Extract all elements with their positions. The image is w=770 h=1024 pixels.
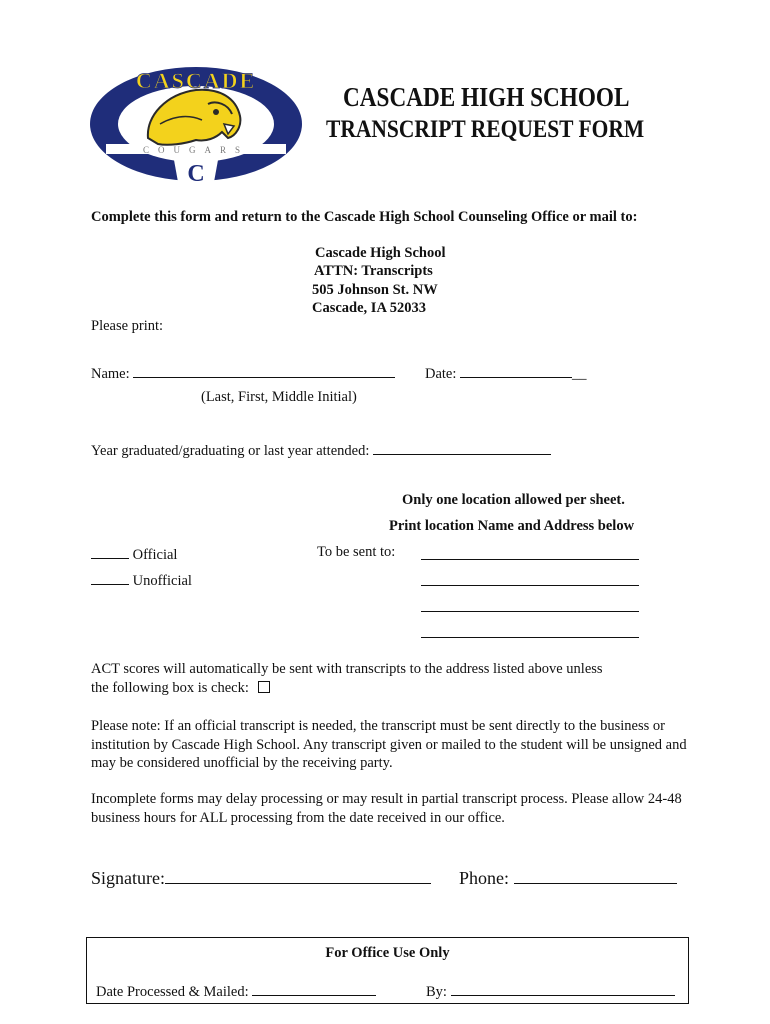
unofficial-label: Unofficial — [132, 573, 192, 589]
name-row — [91, 363, 395, 383]
logo-letter: C — [187, 161, 205, 187]
name-field[interactable] — [133, 363, 395, 378]
name-label: Name: — [91, 366, 130, 382]
act-text-line-1: ACT scores will automatically be sent with transcripts to the address listed above unless — [91, 661, 603, 677]
location-note-1: Only one location allowed per sheet. — [402, 492, 625, 508]
act-opt-out-checkbox[interactable] — [258, 681, 270, 693]
date-processed-field[interactable] — [252, 981, 376, 996]
address-line-1: Cascade High School — [315, 245, 446, 261]
year-row — [91, 440, 551, 460]
official-check-line[interactable] — [91, 544, 129, 559]
year-field[interactable] — [373, 440, 551, 455]
year-label: Year graduated/graduating or last year attended: — [91, 443, 370, 459]
name-hint: (Last, First, Middle Initial) — [201, 389, 357, 405]
date-field[interactable] — [460, 363, 572, 378]
official-row — [91, 544, 177, 564]
signature-field[interactable] — [165, 866, 431, 884]
incomplete-note: Incomplete forms may delay processing or may result in partial transcript process. Please allow 24-48 business hours for ALL processing from the date received in our office. — [91, 791, 682, 826]
logo-school-word: CASCADE — [135, 68, 257, 93]
address-line-4: Cascade, IA 52033 — [312, 300, 426, 316]
sent-to-label: To be sent to: — [317, 544, 396, 560]
date-label: Date: — [425, 366, 457, 382]
date-suffix: __ — [572, 366, 587, 382]
phone-label: Phone: — [459, 868, 510, 888]
address-field-3[interactable] — [421, 597, 639, 612]
date-processed-label: Date Processed & Mailed: — [96, 984, 249, 1000]
school-logo — [88, 64, 304, 190]
processed-by-row — [426, 981, 675, 1001]
unofficial-check-line[interactable] — [91, 570, 129, 585]
processed-by-field[interactable] — [451, 981, 675, 996]
address-field-4[interactable] — [421, 623, 639, 638]
date-row — [425, 363, 587, 383]
act-text-line-2: the following box is check: — [91, 680, 249, 696]
address-field-1[interactable] — [421, 545, 639, 560]
location-note-2: Print location Name and Address below — [389, 518, 635, 534]
address-line-3: 505 Johnson St. NW — [312, 282, 438, 298]
please-print: Please print: — [91, 318, 164, 334]
processed-by-label: By: — [426, 984, 447, 1000]
act-row — [91, 680, 270, 697]
form-title: TRANSCRIPT REQUEST FORM — [326, 116, 645, 143]
signature-label: Signature: — [91, 868, 165, 888]
official-label: Official — [132, 547, 178, 563]
address-line-2: ATTN: Transcripts — [314, 263, 433, 279]
office-title: For Office Use Only — [325, 945, 450, 961]
school-name: CASCADE HIGH SCHOOL — [343, 82, 630, 112]
address-field-2[interactable] — [421, 571, 639, 586]
instructions: Complete this form and return to the Cascade High School Counseling Office or mail to: — [91, 209, 638, 225]
logo-mascot-word: COUGARS — [142, 145, 250, 155]
date-processed-row — [96, 981, 376, 1001]
unofficial-row — [91, 570, 192, 590]
official-note: Please note: If an official transcript is needed, the transcript must be sent directly to the business or institution by Cascade High School. Any transcript given or mailed to the student will be unsigned and may be considered unofficial by the receiving party. — [91, 718, 687, 771]
signature-row — [91, 866, 431, 889]
office-use-box — [86, 937, 689, 1004]
phone-row — [459, 866, 677, 889]
phone-field[interactable] — [514, 866, 677, 884]
